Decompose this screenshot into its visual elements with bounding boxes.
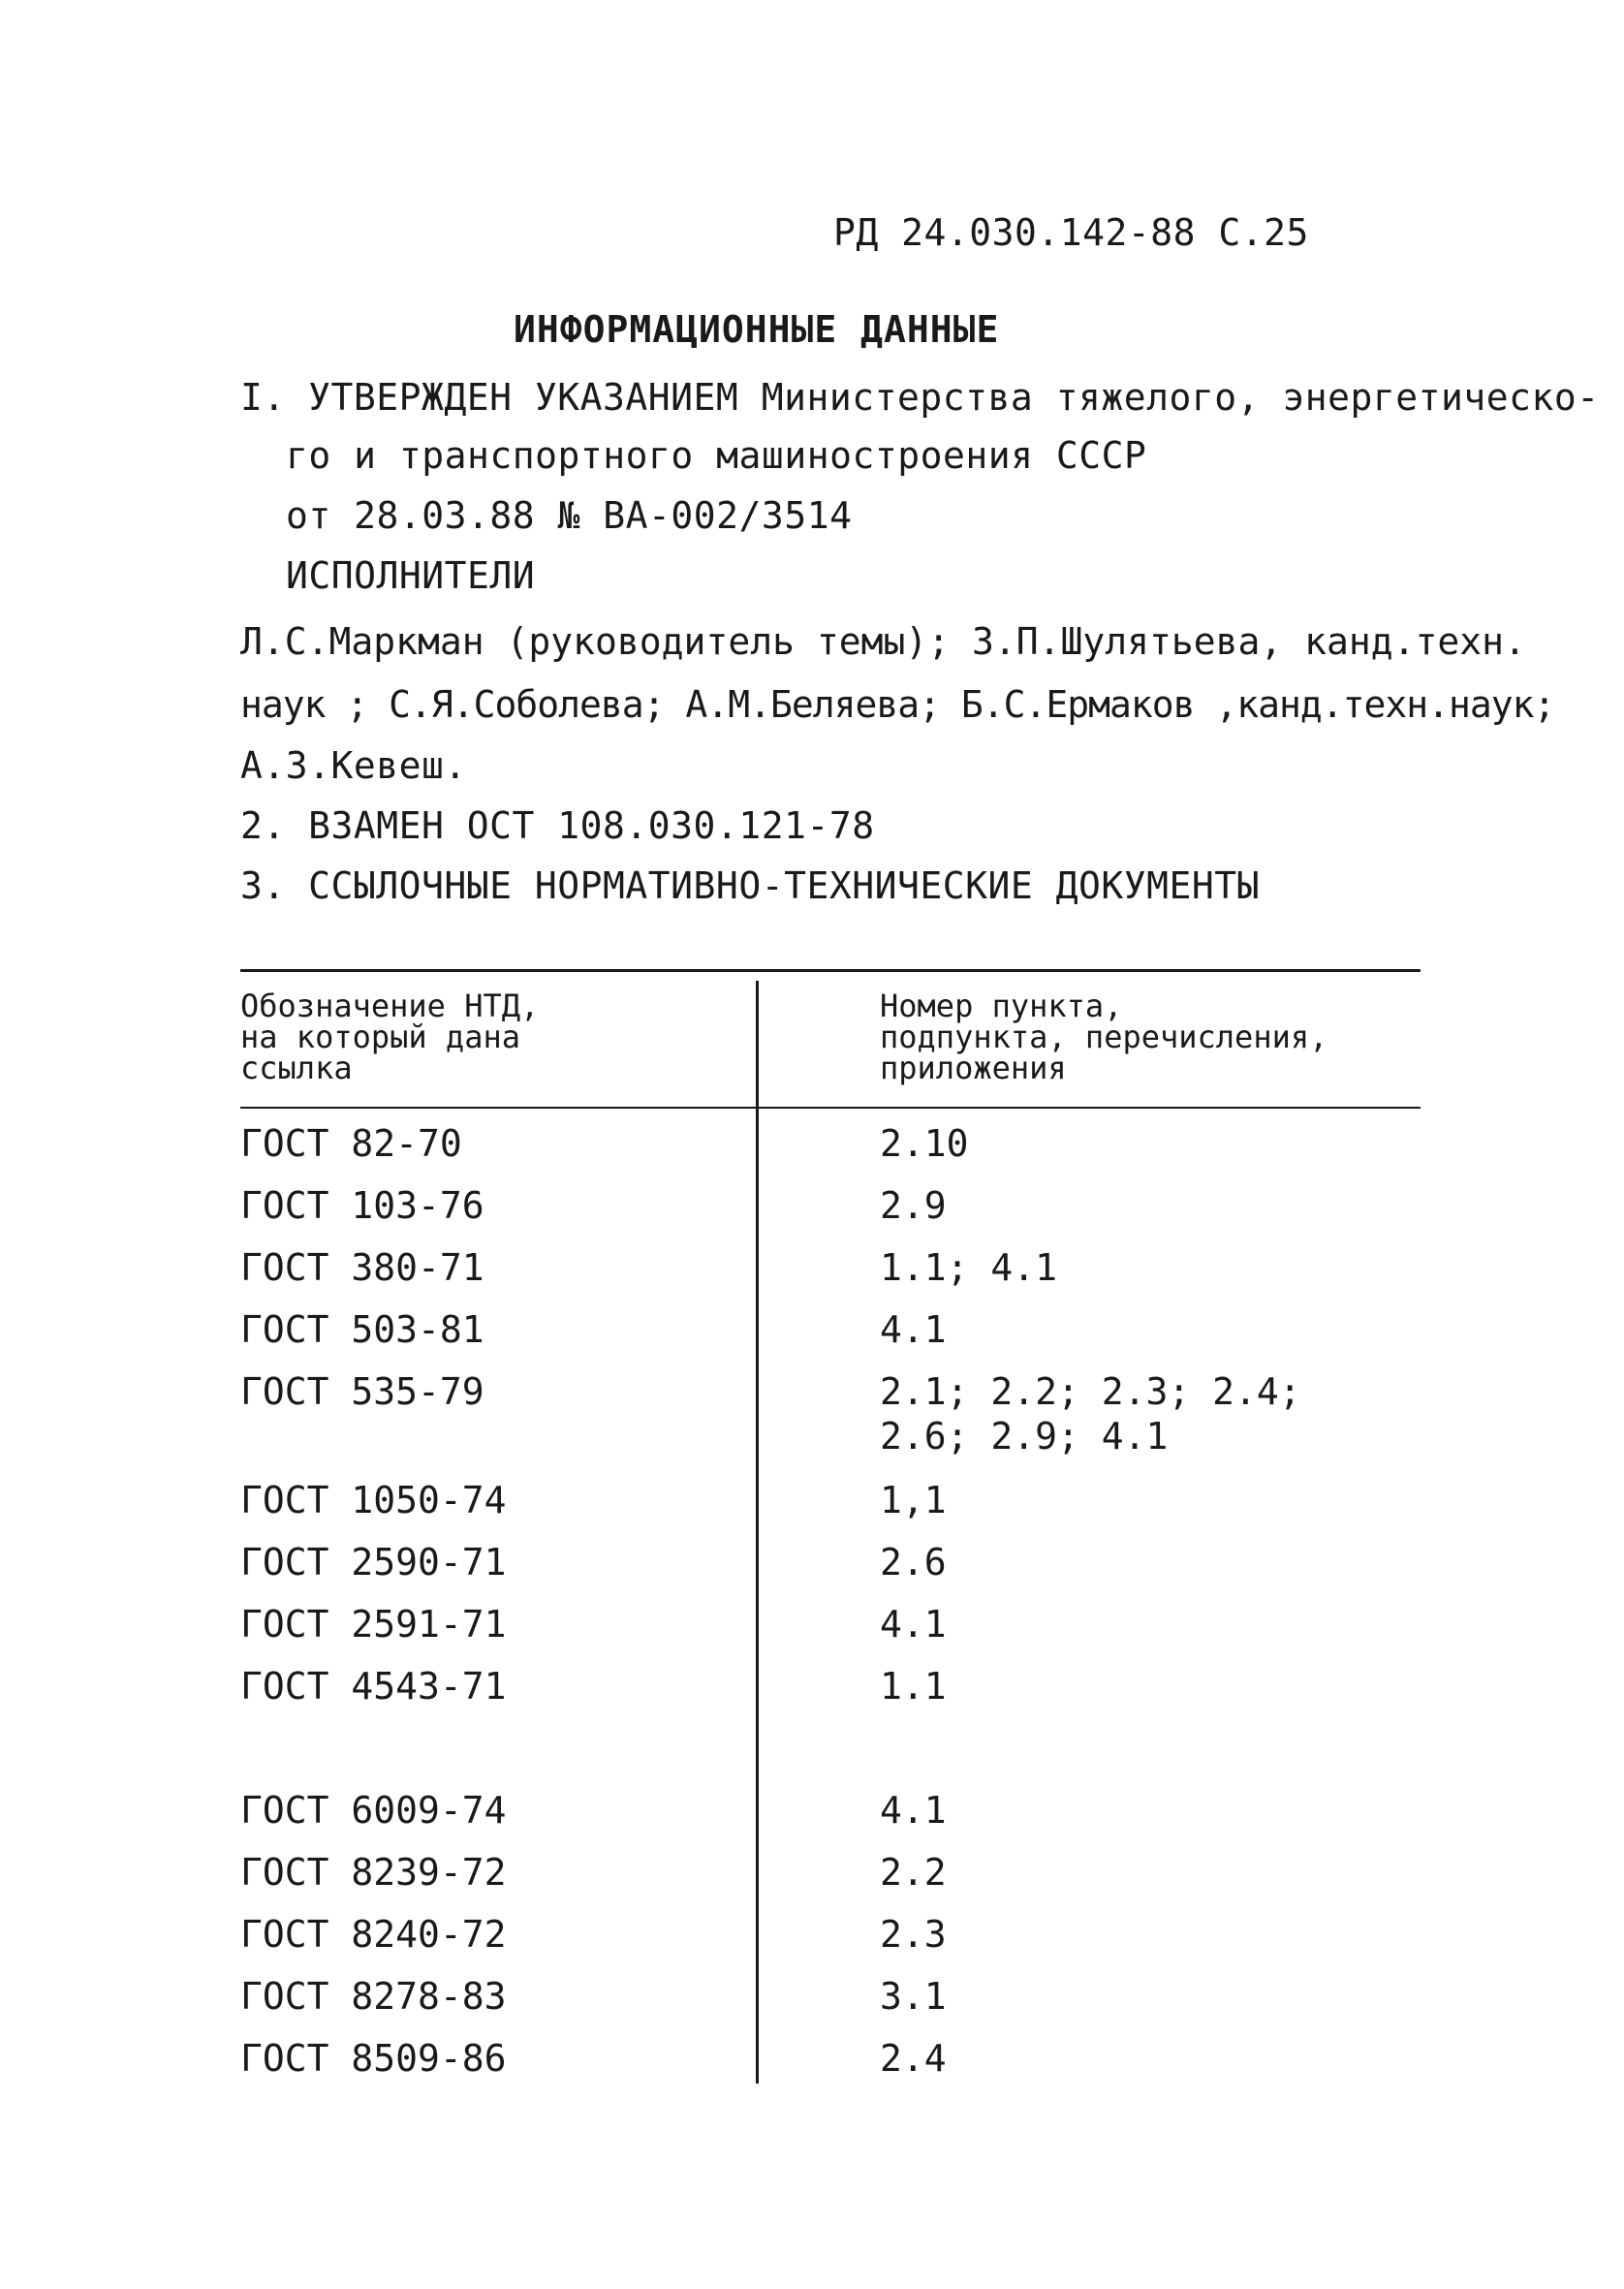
table-row-doc: ГОСТ 8509-86 (240, 2037, 507, 2080)
table-row-ref: 2.3 (880, 1913, 947, 1956)
column-header-doc: Обозначение НТД, на который дана ссылка (240, 988, 540, 1086)
table-header-rule (240, 1107, 1421, 1109)
table-row-ref-continued: 2.6; 2.9; 4.1 (880, 1415, 1169, 1458)
table-row-doc: ГОСТ 4543-71 (240, 1665, 507, 1708)
table-row-doc: ГОСТ 1050-74 (240, 1479, 507, 1521)
table-row-ref: 1.1; 4.1 (880, 1246, 1058, 1289)
item3: 3. ССЫЛОЧНЫЕ НОРМАТИВНО-ТЕХНИЧЕСКИЕ ДОКУМЕНТЫ (240, 864, 1261, 907)
table-row-ref: 4.1 (880, 1789, 947, 1832)
executors-heading: ИСПОЛНИТЕЛИ (286, 554, 536, 597)
table-row-ref: 4.1 (880, 1603, 947, 1646)
item2: 2. ВЗАМЕН ОСТ 108.030.121-78 (240, 804, 875, 847)
table-row-doc: ГОСТ 503-81 (240, 1308, 484, 1351)
column-header-ref: Номер пункта, подпункта, перечисления, приложения (880, 988, 1328, 1086)
table-row-ref: 2.1; 2.2; 2.3; 2.4; (880, 1370, 1301, 1413)
table-row-doc: ГОСТ 6009-74 (240, 1789, 507, 1832)
table-row-ref: 2.6 (880, 1541, 947, 1583)
table-row-doc: ГОСТ 2590-71 (240, 1541, 507, 1583)
table-row-doc: ГОСТ 535-79 (240, 1370, 484, 1413)
executors-line2: наук ; С.Я.Соболева; А.М.Беляева; Б.С.Ермаков ,канд.техн.наук; (240, 683, 1555, 726)
executors-line3: А.З.Кевеш. (240, 744, 467, 787)
table-row-doc: ГОСТ 8278-83 (240, 1975, 507, 2018)
table-row-doc: ГОСТ 380-71 (240, 1246, 484, 1289)
document-number: РД 24.030.142-88 С.25 (833, 211, 1309, 254)
item1-line3: от 28.03.88 № ВА-002/3514 (286, 494, 853, 537)
table-row-ref: 4.1 (880, 1308, 947, 1351)
page-title: ИНФОРМАЦИОННЫЕ ДАННЫЕ (514, 308, 1000, 351)
table-row-ref: 1,1 (880, 1479, 947, 1521)
table-row-doc: ГОСТ 82-70 (240, 1122, 462, 1165)
table-row-ref: 2.9 (880, 1184, 947, 1227)
item1-line2: го и транспортного машиностроения СССР (286, 434, 1147, 477)
table-row-ref: 1.1 (880, 1665, 947, 1708)
executors-line1: Л.С.Маркман (руководитель темы); З.П.Шулятьева, канд.техн. (240, 620, 1526, 663)
column-divider (756, 981, 759, 2084)
table-row-ref: 2.4 (880, 2037, 947, 2080)
table-row-doc: ГОСТ 2591-71 (240, 1603, 507, 1646)
item1-line1: I. УТВЕРЖДЕН УКАЗАНИЕМ Министерства тяжелого, энергетическо- (240, 376, 1600, 419)
references-table (240, 969, 1421, 2093)
table-row-ref: 3.1 (880, 1975, 947, 2018)
table-row-doc: ГОСТ 103-76 (240, 1184, 484, 1227)
table-row-doc: ГОСТ 8240-72 (240, 1913, 507, 1956)
table-row-doc: ГОСТ 8239-72 (240, 1851, 507, 1894)
table-top-rule (240, 969, 1421, 972)
table-row-ref: 2.10 (880, 1122, 969, 1165)
table-row-ref: 2.2 (880, 1851, 947, 1894)
